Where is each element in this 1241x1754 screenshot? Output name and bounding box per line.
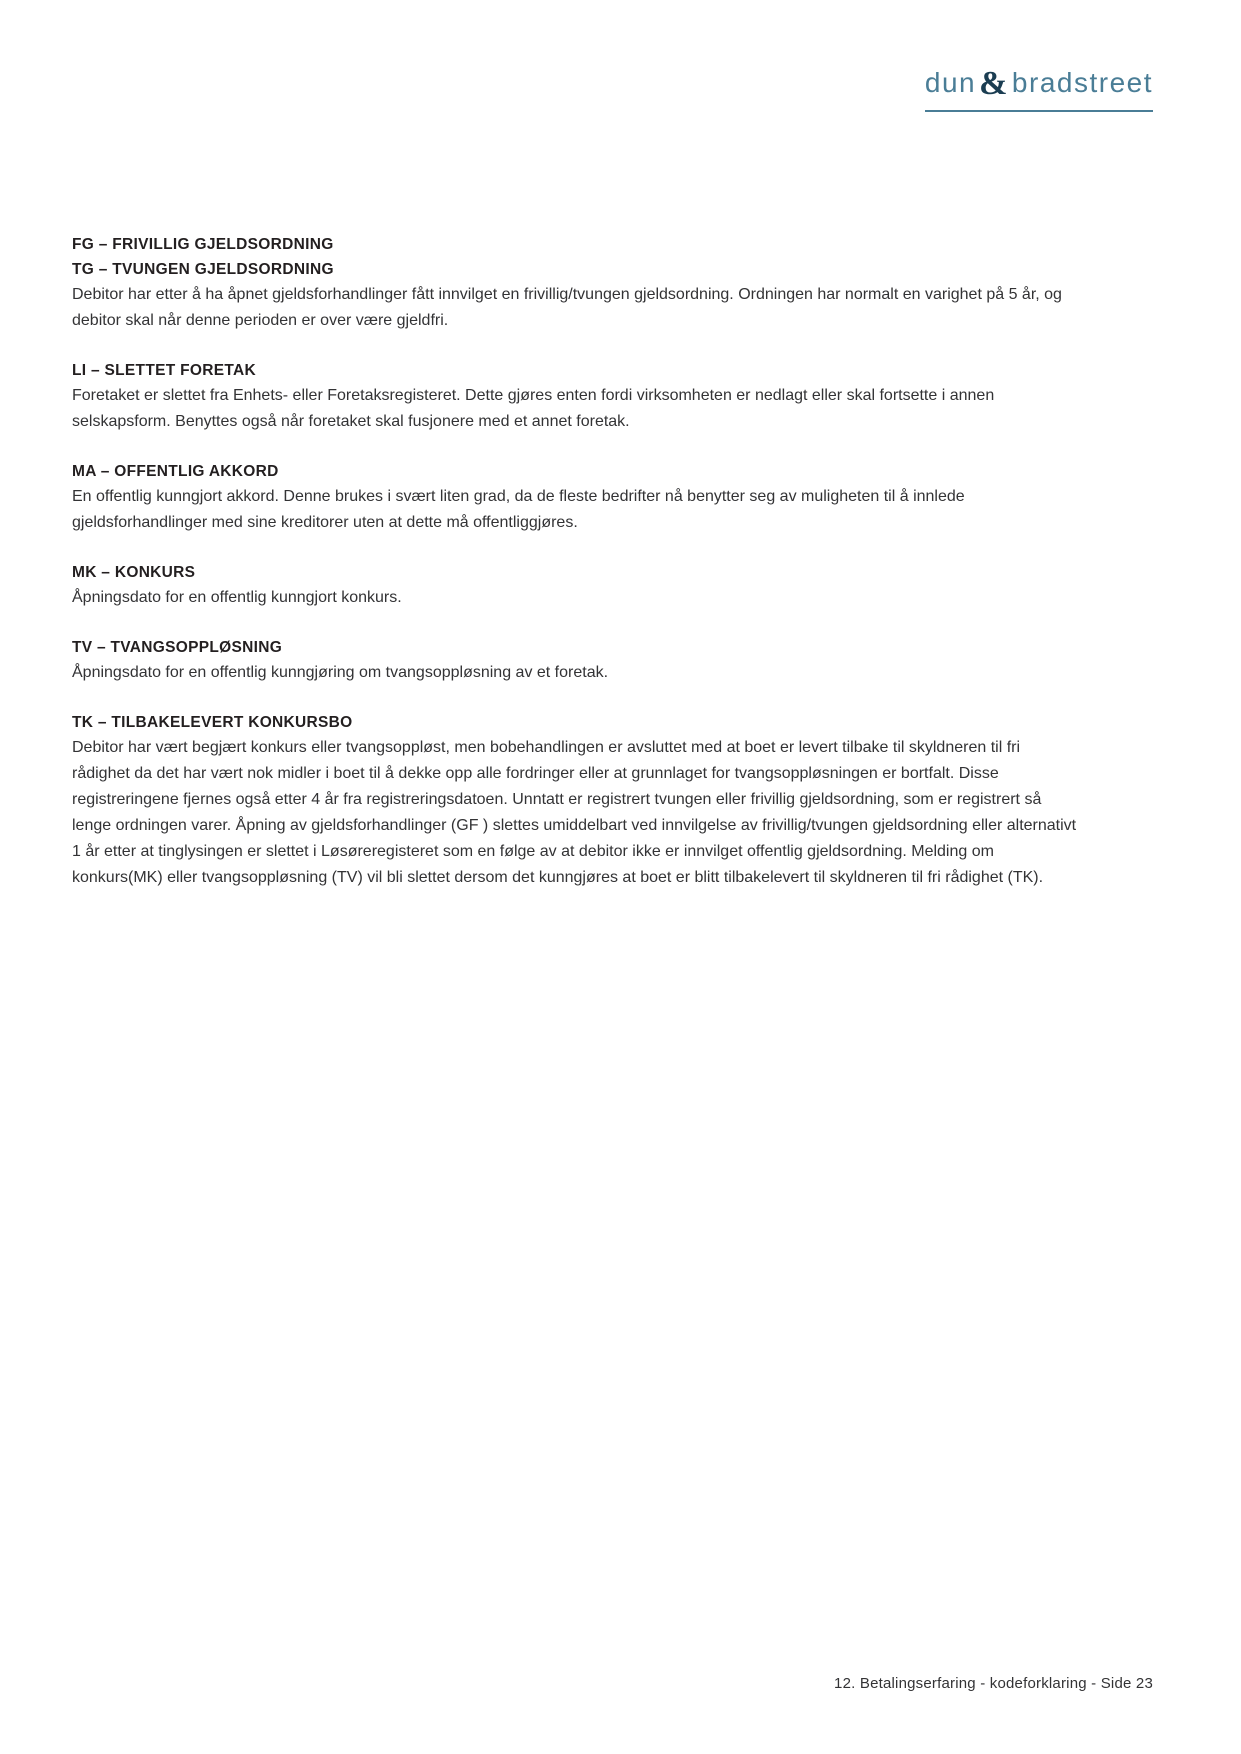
dun-bradstreet-logo <box>925 64 1153 104</box>
section-heading: TK – TILBAKELEVERT KONKURSBO <box>72 713 353 731</box>
section-heading: TV – TVANGSOPPLØSNING <box>72 638 283 656</box>
section-li <box>72 358 1082 435</box>
section-heading: FG – FRIVILLIG GJELDSORDNING <box>72 236 334 253</box>
section-paragraph: Åpningsdato for en offentlig kunngjøring om tvangsoppløsning av et foretak. <box>72 664 609 681</box>
section-fg-tg <box>72 232 1082 334</box>
logo-text <box>925 64 1153 102</box>
section-paragraph: Debitor har vært begjært konkurs eller tvangsoppløst, men bobehandlingen er avsluttet med at boet er levert tilbake til skyldneren til fri rådighet da det har vært nok midler i boet til å dekke opp alle fordringer eller at grunnlaget for tvangsoppløsningen er bortfalt. Disse registreringene fjernes også etter 4 år fra registreringsdatoen. Unntatt er registrert tvungen eller frivillig gjeldsordning, som er registrert så lenge ordningen varer. Åpning av gjeldsforhandlinger (GF ) slettes umiddelbart ved innvilgelse av frivillig/tvungen gjeldsordning eller alternativt 1 år etter at tinglysingen er slettet i Løsøreregisteret som en følge av at debitor ikke er innvilget offentlig gjeldsordning. Melding om konkurs(MK) eller tvangsoppløsning (TV) vil bli slettet dersom det kunngjøres at boet er blitt tilbakelevert til skyldneren til fri rådighet (TK). <box>72 739 1077 886</box>
document-body <box>72 232 1082 890</box>
section-paragraph: Foretaket er slettet fra Enhets- eller Foretaksregisteret. Dette gjøres enten fordi virksomheten er nedlagt eller skal fortsette i annen selskapsform. Benyttes også når foretaket skal fusjonere med et annet foretak. <box>72 387 995 431</box>
section-mk <box>72 560 1082 611</box>
logo-underline <box>925 110 1153 112</box>
section-heading: MK – KONKURS <box>72 563 196 581</box>
page-footer: 12. Betalingserfaring - kodeforklaring - Side 23 <box>834 1675 1153 1692</box>
section-heading: MA – OFFENTLIG AKKORD <box>72 462 279 480</box>
section-heading: LI – SLETTET FORETAK <box>72 362 256 380</box>
logo-ampersand-icon: & <box>979 65 1009 102</box>
section-paragraph: Åpningsdato for en offentlig kunngjort konkurs. <box>72 588 402 606</box>
logo-word-bradstreet: bradstreet <box>1011 67 1153 98</box>
section-paragraph: Debitor har etter å ha åpnet gjeldsforhandlinger fått innvilget en frivillig/tvungen gjeldsordning. Ordningen har normalt en varighet på 5 år, og debitor skal når denne perioden er over være gjeldfri. <box>72 286 1062 330</box>
section-heading: TG – TVUNGEN GJELDSORDNING <box>72 261 334 279</box>
section-ma <box>72 459 1082 536</box>
section-paragraph: En offentlig kunngjort akkord. Denne brukes i svært liten grad, da de fleste bedrifter nå benytter seg av muligheten til å innlede gjeldsforhandlinger med sine kreditorer uten at dette må offentliggjøres. <box>72 488 965 531</box>
section-tk <box>72 710 1082 891</box>
page-header <box>925 64 1153 104</box>
logo-word-dun: dun <box>924 67 977 98</box>
section-tv <box>72 635 1082 686</box>
